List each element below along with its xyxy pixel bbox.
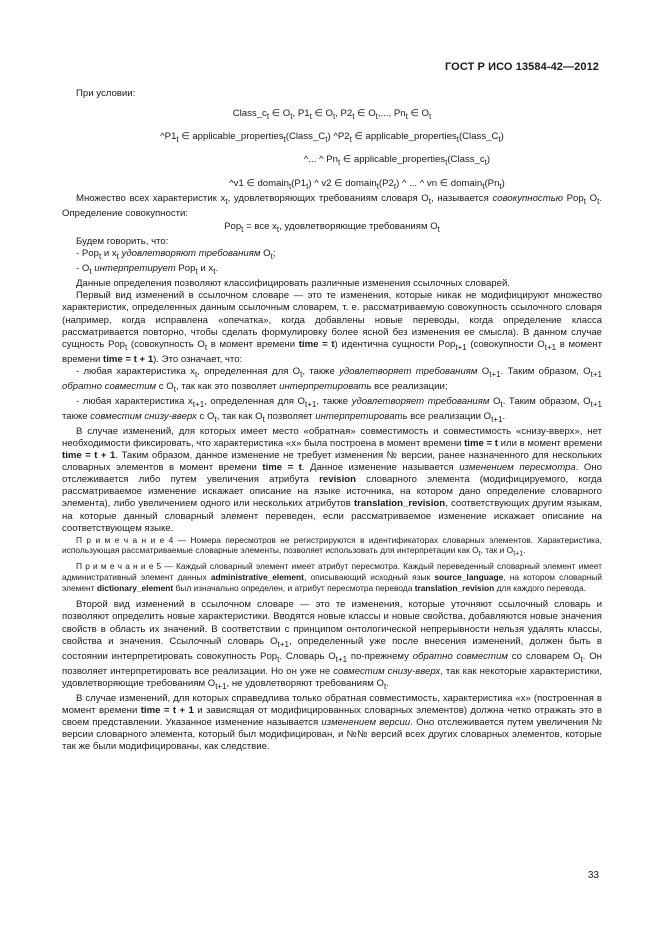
page-body — [62, 86, 602, 753]
note-5: П р и м е ч а н и е 5 — Каждый словарный элемент имеет атрибут пересмотра. Каждый переведенный словарный элемент имеет административный элемент данных administrative_element, описывающий исходный язык source_language, на котором словарный элемент dictionary_element был изначально определен, и атрибут пересмотра перевода translation_revision для каждого перевода. — [62, 560, 602, 593]
para-set: Множество всех характеристик $x_t$, удовлетворяющих требованиям словаря $O_t$, называется совокупностью Pop$_t$ $O_t$. Определение совокупности: — [62, 193, 602, 220]
pop-formula: Pop$_t$ = все $x_t$, удовлетворяющие требованиям $O_t$ — [224, 221, 440, 235]
para-we-say: Будем говорить, что: — [76, 236, 169, 248]
bullet-2: - любая характеристика $x_{t+1}$, определенная для $O_{t+1}$, также удовлетворяет требованиям $O_t$. Таким образом, $O_{t+1}$ также совместим снизу-вверх с $O_t$, так как $O_t$ позволяет интерпретировать все реализации $O_{t+1}$. — [62, 395, 602, 424]
formula-2: $\^{}P1_t$ ∈ $applicable\_properties_t(Class\_C_t)$ $\^{}P2_t$ ∈ $applicable\_properties_t(Class\_C_t)$ — [160, 131, 504, 144]
formula-3: ^... ^ $Pn_t$ ∈ $applicable\_properties_t(Class\_c_t)$ — [303, 154, 491, 167]
bullet-1: - любая характеристика $x_t$, определенная для $O_t$, также удовлетворяет требованиям $O_{t+1}$. Таким образом, $O_{t+1}$ обратно совместим с $O_t$, так как это позволяет интерпретировать все реализации; — [62, 365, 602, 394]
para-second-kind: Второй вид изменений в ссылочном словаре — это те изменения, которые уточняют ссылочный словарь и позволяют определить новые характеристики. Вводятся новые классы и новые свойства, добавляются новые значения свойств в область их значений. В соответствии с принципом онтологической непрерывности нельзя удалять классы, свойства и значения. Ссылочный словарь $O_{t+1}$, определенный уже после внесения изменений, должен быть в состоянии интерпретировать совокупность Pop$_t$. Словарь $O_{t+1}$ по-прежнему обратно совместим со словарем $O_t$. Он позволяет интерпретировать все реализации. Но он уже не совместим снизу-вверх, так как некоторые характеристики, удовлетворяющие требованиям $O_{t+1}$, не удовлетворяют требованиям $O_t$. — [62, 599, 602, 691]
note-4: П р и м е ч а н и е 4 — Номера пересмотров не регистрируются в идентификаторах словарных элементов. Характеристика, использующая рассматриваемые словарные элементы, позволяет использовать для интерпретации как $O_t$, так и $O_{t+1}$. — [62, 534, 602, 559]
para-first-kind: Первый вид изменений в ссылочном словаре — это те изменения, которые никак не модифицируют множество характеристик, определенных данным ссылочным словарем, т. е. рассматриваемую совокупность ссылочного словаря (например, когда исправлена «опечатка», когда добавлены новые переводы, когда определение класса рассматривается повторно, чтобы сделать формулировку более ясной без изменения ее смысла). В данном случае сущность Pop$_t$ (совокупность $O_t$ в момент времени time = t) идентична сущности Pop$_{t+1}$ (совокупности $O_{t+1}$ в момент времени time = t + 1). Это означает, что: — [62, 290, 602, 365]
say-item-1: - Pop$_t$ и $x_t$ удовлетворяют требованиям $O_t$; — [76, 248, 276, 262]
conditions-label: При условии: — [76, 88, 136, 99]
para-version-change: В случае изменений, для которых справедлива только обратная совместимость, характеристика «x» (построенная в момент времени time = t + 1 и зависящая от модифицированных словарных элементов) должна четко отражать это в своем представлении. Указанное изменение называется изменением версии. Оно отслеживается путем увеличения № версии словарного элемента, который был модифицирован, и №№ версий всех других словарных элементов, которые так же были модифицированы, как следствие. — [62, 692, 602, 753]
page-number: 33 — [587, 870, 599, 881]
para-backward: В случае изменений, для которых имеет место «обратная» совместимость и совместимость «снизу-вверх», нет необходимости фиксировать, что характеристика «x» была построена в момент времени time = t или в момент времени time = t + 1. Таким образом, данное изменение не требует изменения № версии, ранее назначенного для нескольких словарных элементов в момент времени time = t. Данное изменение называется изменением пересмотра. Оно отслеживается либо путем увеличения атрибута revision словарного элемента (модифицируемого, когда рассматриваемое изменение искажает описание на языке источника, на котором дано определение словарного элемента), либо увеличением одного или нескольких атрибутов translation_revision, соответствующих другим языкам, на которые данный словарный элемент переведен, если рассматриваемое изменение искажает описание на соответствующем языке. — [62, 425, 602, 534]
para-classify: Данные определения позволяют классифицировать различные изменения ссылочных словарей. — [76, 278, 510, 290]
formula-1: $Class\_c_t$ ∈ $O_t$, $P1_t$ ∈ $O_t$, $P2_t$ ∈ $O_t$,..., $Pn_t$ ∈ $O_t$ — [232, 108, 432, 121]
say-item-2: - $O_t$ интерпретирует Pop$_t$ и $x_t$. — [76, 263, 219, 277]
formula-4: ^v1 ∈ $domain_t(P1_t)$ ^ v2 ∈ $domain_t(P2_t)$ ^ ... ^ vn ∈ $domain_t(Pn_t)$ — [229, 178, 505, 191]
standard-header: ГОСТ Р ИСО 13584-42—2012 — [444, 61, 599, 73]
